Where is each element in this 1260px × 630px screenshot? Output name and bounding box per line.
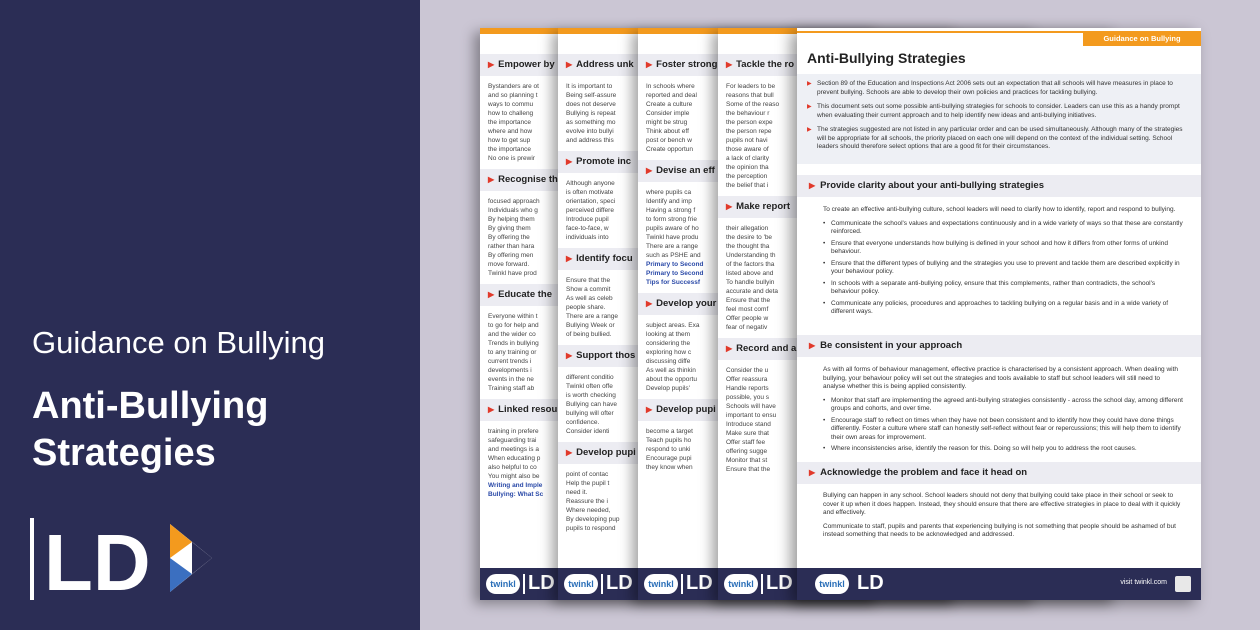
section-heading: ▶ Empower by: [480, 54, 564, 76]
section-lead: To create an effective anti-bullying culture, school leaders will need to clarify how to identify, report and respond to bullying.: [823, 206, 1176, 213]
text-line: to form strong frie: [646, 216, 697, 223]
section-heading: ▶ Identify focu: [558, 248, 642, 270]
section-heading: ▶ Develop pupi: [558, 442, 642, 464]
resource-link[interactable]: Bullying: What Sc: [488, 491, 544, 498]
text-line: the person expe: [726, 119, 773, 126]
text-line: As well as thinkin: [646, 367, 696, 374]
text-line: considering the: [646, 340, 691, 347]
text-line: Make sure that: [726, 430, 769, 437]
text-line: the opinion tha: [726, 164, 769, 171]
text-line: different conditio: [566, 374, 614, 381]
text-line: about the opportu: [646, 376, 697, 383]
resource-link[interactable]: Primary to Second: [646, 261, 704, 268]
text-line: individuals into: [566, 234, 609, 241]
text-line: accurate and deta: [726, 288, 779, 295]
text-line: point of contac: [566, 471, 609, 478]
section-heading: ▶ Develop your: [638, 293, 722, 315]
text-line: listed above and: [726, 270, 774, 277]
text-line: Teach pupils ho: [646, 437, 692, 444]
text-line: Twinkl have produ: [646, 234, 699, 241]
section-heading: ▶ Record and a: [718, 338, 802, 360]
text-line: To handle bullyin: [726, 279, 775, 286]
visit-link[interactable]: visit twinkl.com: [1120, 579, 1167, 586]
text-line: rather than hara: [488, 243, 535, 250]
banner-panel: [0, 0, 420, 630]
text-line: pupils aware of ho: [646, 225, 699, 232]
text-line: orientation, speci: [566, 198, 616, 205]
text-line: need it.: [566, 489, 588, 496]
text-line: Offer reassura: [726, 376, 768, 383]
twinkl-logo-icon: twinkl: [644, 574, 678, 594]
text-line: Identify and imp: [646, 198, 692, 205]
page-content: [558, 48, 642, 568]
text-line: the importance: [488, 119, 531, 126]
text-line: face-to-face, w: [566, 225, 609, 232]
section-body: [823, 366, 1183, 457]
text-line: Although anyone: [566, 180, 615, 187]
text-line: is worth checking: [566, 392, 616, 399]
bullet-item: • Where inconsistencies arise, identify the reason for this. Doing so will help you to address the root causes.: [823, 445, 1183, 454]
text-line: Monitor that st: [726, 457, 768, 464]
text-line: respond to unki: [646, 446, 691, 453]
ld-footer-logo: LD: [528, 572, 555, 594]
text-line: Bullying can have: [566, 401, 617, 408]
text-line: Develop pupils': [646, 385, 690, 392]
bullet-item: • Monitor that staff are implementing the agreed anti-bullying strategies consistently - across the school day, among different groups and cohorts, and over time.: [823, 397, 1183, 414]
text-line: subject areas. Exa: [646, 322, 700, 329]
resource-link[interactable]: Tips for Successf: [646, 279, 701, 286]
section-heading: ▶ Acknowledge the problem and face it head on: [797, 462, 1201, 484]
text-line: move forward.: [488, 261, 530, 268]
text-line: the desire to 'be: [726, 234, 773, 241]
twinkl-logo-icon: twinkl: [486, 574, 520, 594]
text-line: reasons that bull: [726, 92, 774, 99]
text-line: By offering men: [488, 252, 534, 259]
page-content: [718, 48, 802, 568]
bullet-item: • Communicate the school's values and expectations continuously and in a wide variety of ways so that these are constantly reinforced.: [823, 220, 1183, 237]
text-line: Think about eff: [646, 128, 689, 135]
text-line: and address this: [566, 137, 614, 144]
text-line: might be strug: [646, 119, 688, 126]
text-line: No one is prewir: [488, 155, 535, 162]
text-line: Introduce pupil: [566, 216, 609, 223]
section-heading: ▶ Foster strong: [638, 54, 722, 76]
section-heading: ▶ Tackle the ro: [718, 54, 802, 76]
ld-footer-logo: LD: [686, 572, 713, 594]
intro-paragraph: ▶ Section 89 of the Education and Inspections Act 2006 sets out an expectation that all schools will have measures in place to prevent bullying. Schools are able to develop their own policies and practices for tackling bullying.: [805, 80, 1193, 97]
text-line: and so planning t: [488, 92, 538, 99]
ld-footer-logo: LD: [606, 572, 633, 594]
section-heading: ▶ Develop pupi: [638, 399, 722, 421]
text-line: to any training or: [488, 349, 537, 356]
section-heading: ▶ Devise an eff: [638, 160, 722, 182]
text-line: Create opportun: [646, 146, 693, 153]
text-line: By offering the: [488, 234, 530, 241]
twinkl-logo-icon: twinkl: [815, 574, 849, 594]
text-line: fear of negativ: [726, 324, 768, 331]
section-paragraph: Bullying can happen in any school. School leaders should not deny that bullying could take place in their school or seek to cover it up when it does happen. Instead, they should ensure that there are effective strategies in place to deal with it quickly and effectively.: [823, 492, 1181, 516]
text-line: ways to commu: [488, 101, 534, 108]
text-line: Reassure the i: [566, 498, 608, 505]
text-line: training in prefere: [488, 428, 539, 435]
text-line: such as PSHE and: [646, 252, 701, 259]
text-line: In schools where: [646, 83, 695, 90]
text-line: as something mo: [566, 119, 616, 126]
text-line: events in the ne: [488, 376, 534, 383]
text-line: Schools will have: [726, 403, 776, 410]
text-line: current trends i: [488, 358, 532, 365]
text-line: Ensure that the: [726, 466, 771, 473]
text-line: pupils to respond: [566, 525, 616, 532]
text-line: For leaders to be: [726, 83, 776, 90]
text-line: Having a strong f: [646, 207, 696, 214]
text-line: where and how: [488, 128, 533, 135]
page-content: [638, 48, 722, 568]
section-heading: ▶ Provide clarity about your anti-bullying strategies: [797, 175, 1201, 197]
text-line: pupils not havi: [726, 137, 768, 144]
text-line: There are a range: [566, 313, 619, 320]
text-line: Encourage pupi: [646, 455, 692, 462]
ld-footer-logo: LD: [766, 572, 793, 594]
doc-front-page: [797, 28, 1201, 600]
text-line: Offer staff fee: [726, 439, 766, 446]
text-line: confidence.: [566, 419, 600, 426]
text-line: When educating p: [488, 455, 541, 462]
text-line: does not deserve: [566, 101, 616, 108]
intro-box: [797, 74, 1201, 164]
text-line: of being bullied.: [566, 331, 612, 338]
text-line: Consider imple: [646, 110, 690, 117]
text-line: By giving them: [488, 225, 531, 232]
text-line: discussing diffe: [646, 358, 691, 365]
text-line: is often motivate: [566, 189, 614, 196]
text-line: Where needed,: [566, 507, 611, 514]
doc-title: Anti-Bullying Strategies: [807, 50, 966, 66]
text-line: By developing pup: [566, 516, 620, 523]
text-line: and the wider co: [488, 331, 536, 338]
section-heading: ▶ Promote inc: [558, 151, 642, 173]
bullet-item: • Communicate any policies, procedures and approaches to tackling bullying on a regular basis and in a wide variety of different ways.: [823, 300, 1183, 317]
ld-logo-icon: [30, 518, 220, 600]
text-line: the perception: [726, 173, 768, 180]
text-line: Offer people w: [726, 315, 769, 322]
bullet-item: • Ensure that the different types of bullying and the strategies you use to prevent and tackle them are described explicitly in your behaviour policy.: [823, 260, 1183, 277]
text-line: of the factors tha: [726, 261, 775, 268]
header-tag: Guidance on Bullying: [1083, 31, 1201, 46]
text-line: bullying will ofter: [566, 410, 614, 417]
front-footer: [797, 568, 1201, 600]
section-heading: ▶ Linked resou: [480, 399, 564, 421]
text-line: also helpful to co: [488, 464, 537, 471]
text-line: Ensure that the: [726, 297, 771, 304]
text-line: post or bench w: [646, 137, 692, 144]
banner-title: [32, 383, 268, 477]
intro-paragraph: ▶ This document sets out some possible anti-bullying strategies for schools to consider. Leaders can use this as a handy prompt when evaluating their current approach and to help identify new ideas and anti-bullying initiatives.: [805, 103, 1193, 120]
text-line: Handle reports: [726, 385, 769, 392]
text-line: the behaviour r: [726, 110, 770, 117]
text-line: It is important to: [566, 83, 613, 90]
front-topbar: [797, 28, 1201, 46]
resource-link[interactable]: Writing and Imple: [488, 482, 543, 489]
section-paragraph: Communicate to staff, pupils and parents that experiencing bullying is not something that people should be ashamed of but instead something that needs to be acknowledged and addressed.: [823, 522, 1176, 538]
text-line: feel most comf: [726, 306, 769, 313]
intro-paragraph: ▶ The strategies suggested are not listed in any particular order and can be used simultaneously. Although many of the strategies will be appropriate for all schools, the priority placed on each one will depend on the context of the individual setting. School leaders should therefore select options that are a good fit for their circumstances.: [805, 126, 1193, 152]
text-line: Introduce stand: [726, 421, 771, 428]
text-line: important to ensu: [726, 412, 777, 419]
page-content: [480, 48, 564, 568]
text-line: focused approach: [488, 198, 540, 205]
text-line: the person repe: [726, 128, 772, 135]
text-line: Individuals who g: [488, 207, 538, 214]
text-line: reported and deal: [646, 92, 697, 99]
text-line: people share.: [566, 304, 606, 311]
banner-title-line1: Anti-Bullying: [32, 385, 269, 427]
text-line: Bystanders are ot: [488, 83, 539, 90]
text-line: Create a culture: [646, 101, 693, 108]
section-lead: As with all forms of behaviour management, effective practice is characterised by a consistent approach. When dealing with bullying, your behaviour policy will set out the strategies and tools available to staff but school leaders will still need to analyse whether this is being applied consistently.: [823, 366, 1179, 390]
text-line: developments i: [488, 367, 532, 374]
section-heading: ▶ Support thos: [558, 345, 642, 367]
text-line: safeguarding trai: [488, 437, 537, 444]
text-line: Ensure that the: [566, 277, 611, 284]
section-heading: ▶ Address unk: [558, 54, 642, 76]
text-line: You might also be: [488, 473, 540, 480]
text-line: Being self-assure: [566, 92, 617, 99]
text-line: There are a range: [646, 243, 699, 250]
text-line: where pupils ca: [646, 189, 692, 196]
bullet-item: • Ensure that everyone understands how bullying is defined in your school and how it differs from other forms of unkind behaviour.: [823, 240, 1183, 257]
text-line: Consider identi: [566, 428, 610, 435]
text-line: their allegation: [726, 225, 769, 232]
award-badge-icon: [1175, 576, 1191, 592]
text-line: and meetings is a: [488, 446, 539, 453]
resource-link[interactable]: Primary to Second: [646, 270, 704, 277]
text-line: Twinkl often offe: [566, 383, 613, 390]
text-line: Training staff ab: [488, 385, 535, 392]
text-line: offering sugge: [726, 448, 768, 455]
banner-subtitle: Guidance on Bullying: [32, 325, 325, 360]
section-heading: ▶ Educate the: [480, 284, 564, 306]
ld-footer-logo: LD: [857, 572, 884, 594]
text-line: looking at them: [646, 331, 691, 338]
text-line: By helping them: [488, 216, 535, 223]
text-line: Everyone within t: [488, 313, 538, 320]
text-line: the belief that i: [726, 182, 769, 189]
twinkl-logo-icon: twinkl: [564, 574, 598, 594]
text-line: Bullying Week or: [566, 322, 615, 329]
text-line: Trends in bullying: [488, 340, 539, 347]
text-line: Show a commit: [566, 286, 611, 293]
bullet-item: • In schools with a separate anti-bullying policy, ensure that this complements, rather than contradicts, the school's behaviour policy.: [823, 280, 1183, 297]
text-line: exploring how c: [646, 349, 692, 356]
text-line: As well as celeb: [566, 295, 613, 302]
text-line: Bullying is repeat: [566, 110, 616, 117]
text-line: Consider the u: [726, 367, 769, 374]
section-heading: ▶ Make report: [718, 196, 802, 218]
text-line: to go for help and: [488, 322, 539, 329]
twinkl-logo-icon: twinkl: [724, 574, 758, 594]
text-line: a lack of clarity: [726, 155, 769, 162]
bullet-item: • Encourage staff to reflect on times when they have not been consistent and to identify how they could have done things differently. Foster a culture where staff can honestly self-reflect without fear or repercussions; this will help them to identify their own areas for improvement.: [823, 417, 1183, 443]
text-line: Help the pupil t: [566, 480, 610, 487]
text-line: they know when: [646, 464, 693, 471]
text-line: how to get sup: [488, 137, 531, 144]
text-line: Some of the reaso: [726, 101, 780, 108]
text-line: those aware of: [726, 146, 769, 153]
section-heading: ▶ Recognise th: [480, 169, 564, 191]
section-body: [823, 492, 1183, 545]
text-line: Twinkl have prod: [488, 270, 537, 277]
section-body: [823, 206, 1183, 320]
section-heading: ▶ Be consistent in your approach: [797, 335, 1201, 357]
text-line: evolve into bullyi: [566, 128, 614, 135]
text-line: the thought tha: [726, 243, 770, 250]
text-line: Understanding th: [726, 252, 776, 259]
banner-title-line2: Strategies: [32, 432, 216, 474]
text-line: perceived differe: [566, 207, 614, 214]
svg-text:LD: LD: [44, 518, 151, 600]
text-line: become a target: [646, 428, 693, 435]
text-line: possible, you s: [726, 394, 769, 401]
text-line: the importance: [488, 146, 531, 153]
text-line: how to challeng: [488, 110, 534, 117]
